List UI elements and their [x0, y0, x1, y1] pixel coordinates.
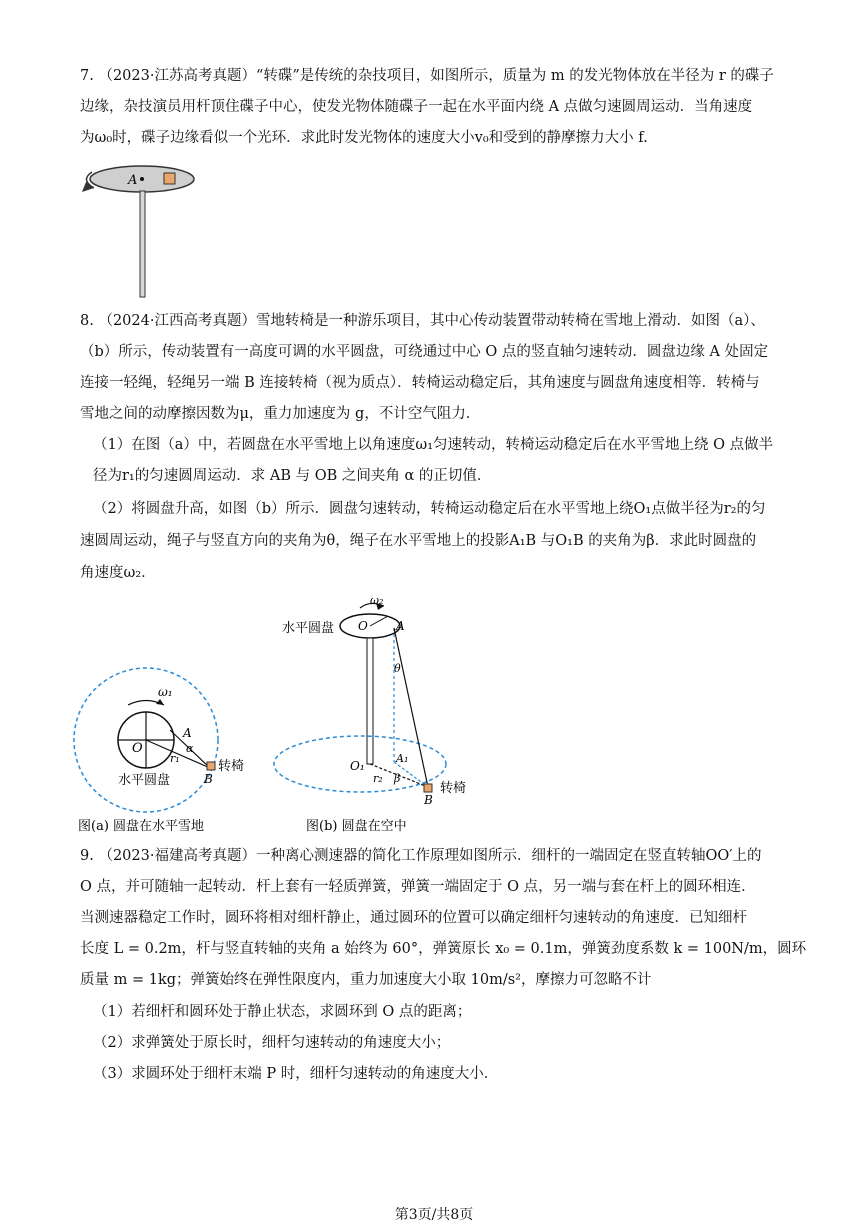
figure-a-disc-on-snow: [70, 660, 270, 840]
fig-b-disc-label: 水平圆盘: [282, 621, 335, 636]
q8-line-4: 雪地之间的动摩擦因数为μ，重力加速度为 g，不计空气阻力．: [80, 406, 481, 422]
q8-line-6: 径为r₁的匀速圆周运动．求 AB 与 OB 之间夹角 α 的正切值．: [93, 468, 492, 484]
q8-line-9: 角速度ω₂．: [80, 565, 156, 581]
q7-line-1: 7. （2023·江苏高考真题）“转碟”是传统的杂技项目，如图所示，质量为 m 的发光物体放在半径为 r 的碟子: [80, 68, 774, 84]
q9-line-2: O 点，并可随轴一起转动．杆上套有一轻质弹簧，弹簧一端固定于 O 点，另一端与套在杆上的圆环相连．: [80, 879, 756, 895]
fig-b-a1: A₁: [396, 752, 409, 765]
fig-b-omega: ω₂: [370, 594, 384, 607]
q8-line-1: 8. （2024·江西高考真题）雪地转椅是一种游乐项目，其中心传动装置带动转椅在雪地上滑动．如图（a）、: [80, 313, 765, 329]
q7-figure-spinning-plate: [72, 160, 202, 300]
fig-b-caption: 图(b) 圆盘在空中: [306, 819, 407, 834]
fig-b-beta: β: [394, 772, 401, 785]
q8-line-5: （1）在图（a）中，若圆盘在水平雪地上以角速度ω₁匀速转动，转椅运动稳定后在水平雪地上绕 O 点做半: [93, 437, 774, 453]
fig-b-b: B: [424, 793, 433, 807]
q9-line-6: （1）若细杆和圆环处于静止状态，求圆环到 O 点的距离；: [93, 1004, 472, 1020]
fig-a-chair: 转椅: [218, 759, 245, 774]
fig-a-b: B: [204, 772, 213, 786]
q7-line-3: 为ω₀时，碟子边缘看似一个光环．求此时发光物体的速度大小v₀和受到的静摩擦力大小 f.: [80, 130, 648, 146]
fig-a-a: A: [183, 726, 192, 740]
fig-b-r: r₂: [373, 772, 383, 785]
q9-line-3: 当测速器稳定工作时，圆环将相对细杆静止，通过圆环的位置可以确定细杆匀速转动的角速度．已知细杆: [80, 910, 747, 926]
q9-line-4: 长度 L = 0.2m，杆与竖直转轴的夹角 a 始终为 60°，弹簧原长 x₀ = 0.1m，弹簧劲度系数 k = 100N/m，圆环: [80, 941, 807, 957]
q8-line-3: 连接一轻绳，轻绳另一端 B 连接转椅（视为质点）．转椅运动稳定后，其角速度与圆盘角速度相等．转椅与: [80, 375, 760, 391]
fig-a-r: r₁: [170, 752, 180, 765]
q8-line-8: 速圆周运动，绳子与竖直方向的夹角为θ，绳子在水平雪地上的投影A₁B 与O₁B 的夹角为β．求此时圆盘的: [80, 533, 757, 549]
fig-b-a: A: [396, 619, 405, 633]
q8-line-2: （b）所示，传动装置有一高度可调的水平圆盘，可绕通过中心 O 点的竖直轴匀速转动．圆盘边缘 A 处固定: [80, 344, 769, 360]
fig-b-chair: 转椅: [440, 781, 467, 796]
q7-label-a: A: [128, 173, 138, 188]
fig-a-alpha: α: [186, 742, 194, 755]
q8-line-7: （2）将圆盘升高，如图（b）所示．圆盘匀速转动，转椅运动稳定后在水平雪地上绕O₁点做半径为r₂的匀: [93, 501, 766, 517]
q9-line-1: 9. （2023·福建高考真题）一种离心测速器的简化工作原理如图所示．细杆的一端固定在竖直转轴OO′上的: [80, 848, 762, 864]
fig-b-o1: O₁: [350, 759, 365, 773]
page-footer: 第3页/共8页: [394, 1207, 474, 1223]
q9-line-5: 质量 m = 1kg；弹簧始终在弹性限度内，重力加速度大小取 10m/s²，摩擦力可忽略不计: [80, 972, 652, 988]
q9-line-7: （2）求弹簧处于原长时，细杆匀速转动的角速度大小；: [93, 1035, 451, 1051]
q7-line-2: 边缘，杂技演员用杆顶住碟子中心，使发光物体随碟子一起在水平面内绕 A 点做匀速圆周运动．当角速度: [80, 99, 753, 115]
fig-b-o: O: [358, 619, 368, 633]
figure-b-disc-in-air: [270, 592, 490, 840]
fig-a-disc-label: 水平圆盘: [118, 773, 171, 788]
q9-line-8: （3）求圆环处于细杆末端 P 时，细杆匀速转动的角速度大小．: [93, 1066, 499, 1082]
fig-a-o: O: [132, 741, 143, 756]
fig-a-omega: ω₁: [158, 685, 173, 699]
fig-a-caption: 图(a) 圆盘在水平雪地: [78, 819, 205, 834]
fig-b-theta: θ: [394, 662, 401, 675]
